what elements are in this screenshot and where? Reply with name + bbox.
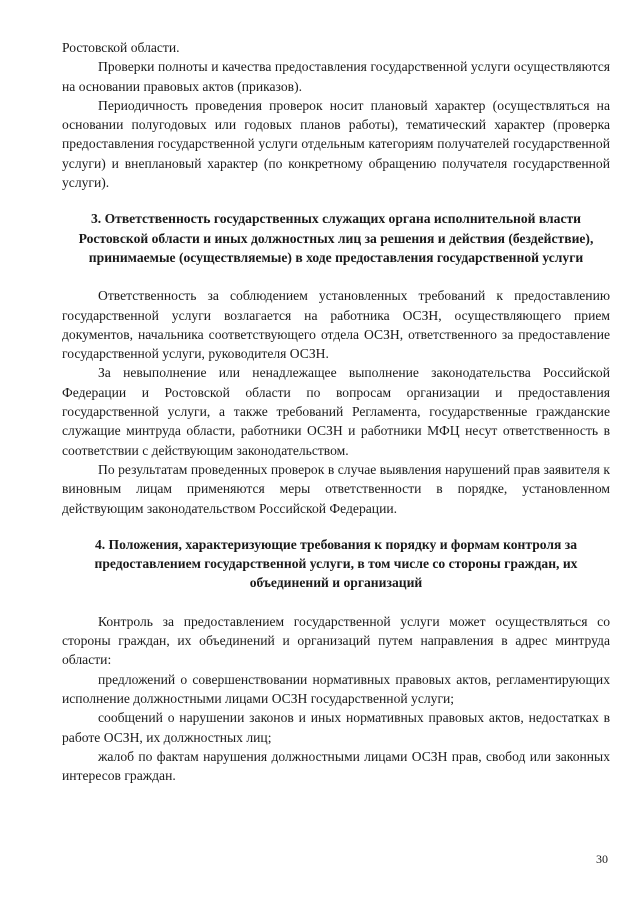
paragraph-citizen-control: Контроль за предоставлением государственной услуги может осуществляться со стороны граждан, их объединений и организаций путем направления в адрес минтруда области:: [62, 613, 610, 668]
section-heading-4: 4. Положения, характеризующие требования к порядку и формам контроля за предоставлением государственной услуги, в том числе со стороны граждан, их объединений и организаций: [94, 536, 578, 591]
page-number: 30: [596, 852, 608, 866]
paragraph-responsibility: Ответственность за соблюдением установленных требований к предоставлению государственной услуги возлагается на работника ОСЗН, осуществляющего прием документов, начальника соответствующего отдела ОСЗН, ответственного за предоставление государственной услуги, руководителя ОСЗН.: [62, 288, 610, 362]
paragraph-inspection-frequency: Периодичность проведения проверок носит плановый характер (осуществляться на основании полугодовых или годовых планов работы), тематический характер (проверка предоставления государственной услуги отдельным категориям получателей государственной услуги) и внеплановый характер (по конкретному обращению получателя государственной услуги).: [62, 97, 610, 191]
paragraph-region-end: Ростовской области.: [62, 40, 180, 55]
paragraph-reports: сообщений о нарушении законов и иных нормативных правовых актов, недостатках в работе ОСЗН, их должностных лиц;: [62, 710, 610, 745]
paragraph-proposals: предложений о совершенствовании нормативных правовых актов, регламентирующих исполнение должностными лицами ОСЗН государственной услуги;: [62, 671, 610, 706]
paragraph-inspection-results: По результатам проведенных проверок в случае выявления нарушений прав заявителя к виновным лицам применяются меры ответственности в порядке, установленном действующим законодательством Российской Федерации.: [62, 461, 610, 516]
paragraph-non-compliance: За невыполнение или ненадлежащее выполнение законодательства Российской Федерации и Ростовской области по вопросам организации и предоставления государственной услуги, а также требований Регламента, государственные гражданские служащие минтруда области, работники ОСЗН и работники МФЦ несут ответственность в соответствии с действующим законодательством.: [62, 365, 610, 458]
paragraph-complaints: жалоб по фактам нарушения должностными лицами ОСЗН прав, свобод или законных интересов граждан.: [62, 748, 610, 784]
section-heading-3: 3. Ответственность государственных служащих органа исполнительной власти Ростовской области и иных должностных лиц за решения и действия (бездействие), принимаемые (осуществляемые) в ходе предоставления государственной услуги: [78, 211, 594, 265]
paragraph-inspections-basis: Проверки полноты и качества предоставления государственной услуги осуществляются на основании правовых актов (приказов).: [62, 59, 610, 94]
document-page: [62, 38, 610, 785]
